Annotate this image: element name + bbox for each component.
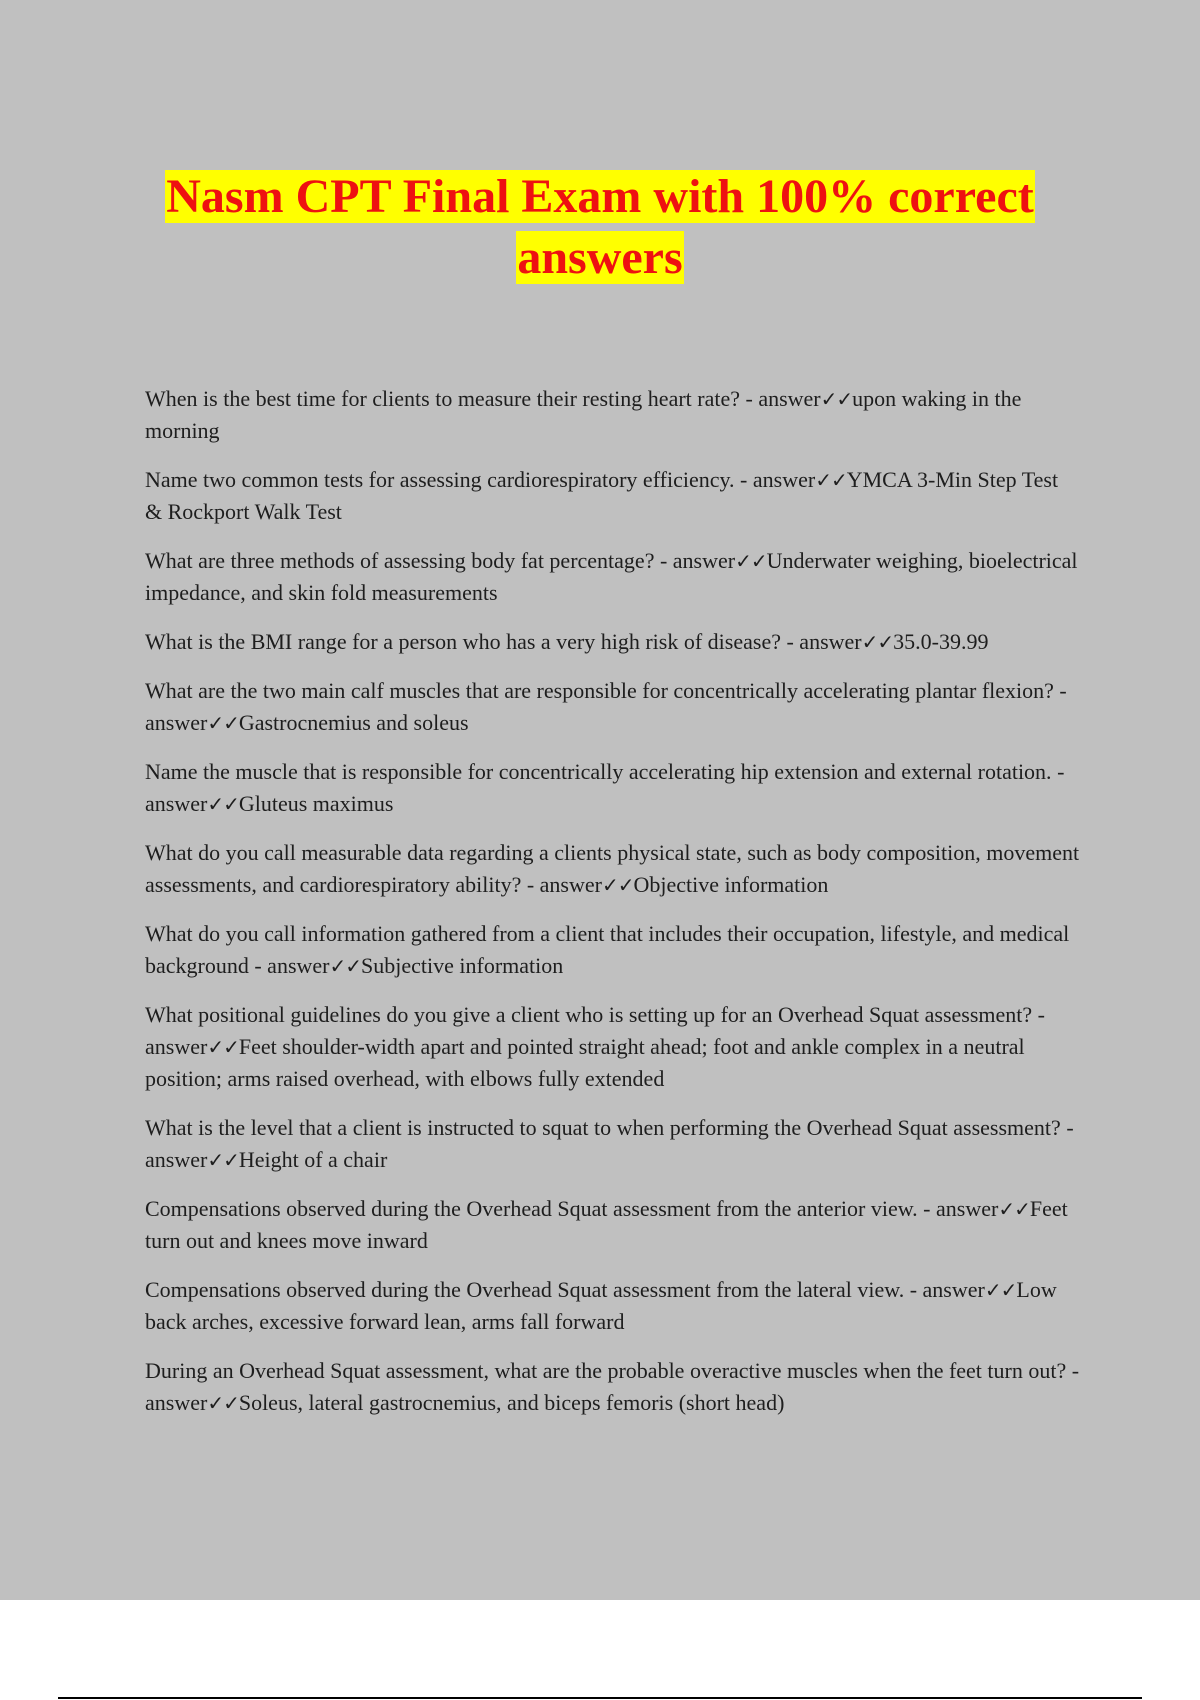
answer-text: Gastrocnemius and soleus [238,710,469,735]
double-check-icon: ✓✓ [984,1278,1017,1302]
answer-text: upon waking in the morning [145,386,1022,443]
double-check-icon: ✓✓ [601,873,634,897]
title-block [0,166,1200,288]
answer-prefix: - answer [145,1358,1080,1415]
answer-text: Subjective information [361,953,564,978]
double-check-icon: ✓✓ [207,1391,239,1415]
qa-item [145,675,1080,739]
question-text: What positional guidelines do you give a client who is setting up for an Overhead Squat assessment? [145,1002,1033,1027]
double-check-icon: ✓✓ [329,954,362,978]
page-title [140,166,1060,288]
answer-text: Feet shoulder-width apart and pointed straight ahead; foot and ankle complex in a neutral position; arms raised overhead, with elbows fully extended [145,1034,1025,1091]
answer-prefix: - answer [740,386,821,411]
answer-text: Height of a chair [238,1147,388,1172]
double-check-icon: ✓✓ [861,630,894,654]
title-highlight: Nasm CPT Final Exam with 100% correct answers [166,170,1034,284]
answer-prefix: - answer [734,467,816,492]
qa-item [145,1112,1080,1176]
question-text: Name two common tests for assessing cardiorespiratory efficiency. [145,467,735,492]
question-text: What is the level that a client is instructed to squat to when performing the Overhead Squat assessment? [145,1115,1061,1140]
question-text: What do you call measurable data regarding a clients physical state, such as body composition, movement assessments, and cardiorespiratory ability? [145,840,1080,897]
answer-text: YMCA 3-Min Step Test & Rockport Walk Test [145,467,1059,524]
qa-item [145,1274,1080,1338]
qa-item [145,545,1080,609]
answer-text: Feet turn out and knees move inward [145,1196,1068,1253]
qa-item [145,756,1080,820]
answer-prefix: - answer [904,1277,985,1302]
answer-prefix: - answer [248,953,330,978]
double-check-icon: ✓✓ [735,549,767,573]
qa-item [145,837,1080,901]
answer-prefix: - answer [917,1196,999,1221]
qa-item [145,999,1080,1095]
qa-item [145,383,1080,447]
answer-prefix: - answer [145,759,1065,816]
question-text: Compensations observed during the Overhead Squat assessment from the anterior view. [145,1196,918,1221]
answer-text: Gluteus maximus [238,791,394,816]
question-text: What do you call information gathered from a client that includes their occupation, lifestyle, and medical background [145,921,1070,978]
question-text: What are the two main calf muscles that are responsible for concentrically accelerating plantar flexion? [145,678,1054,703]
question-text: When is the best time for clients to measure their resting heart rate? [145,386,740,411]
answer-text: 35.0-39.99 [893,629,989,654]
double-check-icon: ✓✓ [820,387,853,411]
answer-prefix: - answer [780,629,862,654]
double-check-icon: ✓✓ [998,1197,1030,1221]
question-text: What are three methods of assessing body fat percentage? [145,548,655,573]
answer-text: Soleus, lateral gastrocnemius, and biceps femoris (short head) [238,1390,785,1415]
answer-prefix: - answer [145,1002,1045,1059]
qa-item [145,626,1080,658]
answer-text: Underwater weighing, bioelectrical impedance, and skin fold measurements [145,548,1078,605]
question-text: Compensations observed during the Overhead Squat assessment from the lateral view. [145,1277,905,1302]
footer-divider [58,1697,1142,1699]
qa-item [145,464,1080,528]
answer-prefix: - answer [521,872,602,897]
question-text: During an Overhead Squat assessment, what are the probable overactive muscles when the feet turn out? [145,1358,1067,1383]
double-check-icon: ✓✓ [207,792,239,816]
double-check-icon: ✓✓ [207,711,239,735]
answer-text: Low back arches, excessive forward lean, arms fall forward [145,1277,1057,1334]
double-check-icon: ✓✓ [815,468,847,492]
question-text: Name the muscle that is responsible for concentrically accelerating hip extension and external rotation. [145,759,1052,784]
answer-prefix: - answer [654,548,736,573]
qa-item [145,1193,1080,1257]
question-text: What is the BMI range for a person who has a very high risk of disease? [145,629,781,654]
qa-list [145,383,1080,1436]
double-check-icon: ✓✓ [207,1035,239,1059]
double-check-icon: ✓✓ [207,1148,239,1172]
answer-prefix: - answer [145,678,1067,735]
answer-text: Objective information [633,872,829,897]
qa-item [145,918,1080,982]
qa-item [145,1355,1080,1419]
answer-prefix: - answer [145,1115,1074,1172]
